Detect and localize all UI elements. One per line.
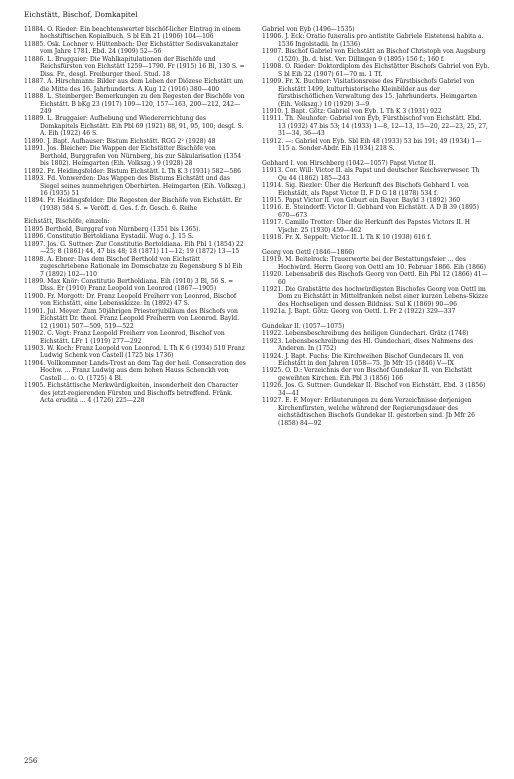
bib-entry: 11887. A. Hirschmann: Bilder aus dem Leben der Diözese Eichstätt um die Mitte des 16. Jahrhunderts. A Kug 12 (1916) 380—400 xyxy=(24,78,244,93)
subsection-heading: Gebhard I. von Hirschberg (1042—1057) Papst Victor II. xyxy=(262,159,436,167)
bib-entry: 11925. O. D.: Verzeichnis der von Bischof Gundekar II. von Eichstätt geweihten Kirchen. Eih Pbl 3 (1856) 166 xyxy=(262,367,473,382)
page-number: 256 xyxy=(24,757,38,765)
bib-entry: 11924. J. Bapt. Fuchs: Die Kirchweihen Bischof Gundecars II. von Eichstätt in den Jahren 1058—75. Jb Mfr 15 (1846) V—IX xyxy=(262,352,464,368)
bib-entry: 11885. Osk. Lochner v. Hüttenbach: Der Eichstätter Sedisvakanztaler vom Jahre 1781. Ebd. 24 (1909) 52—56 xyxy=(24,40,239,56)
bib-entry: 11922. Lebensbeschreibung des heiligen Gundechari. Grätz (1748) xyxy=(262,330,469,338)
bib-entry: 11901. Jul. Meyer: Zum 50jährigen Priesterjubiläum des Bischofs von Eichstätt Dr. theol. Franz Leopold Freiherrn von Leonrod. Bayld. 12 (1901) 507—509, 519—522 xyxy=(24,307,240,330)
bib-entry: 11908. O. Rieder: Doktordiplom des Eichstätter Bischofs Gabriel von Eyb. S bl Eih 22 (1907) 61—70 m. 1 Tf. xyxy=(262,63,490,78)
right-column xyxy=(262,26,490,427)
bib-entry: 11916. E. Steindorff: Victor II. Gebhard von Eichstätt. A D B 39 (1895) 670—673 xyxy=(262,204,480,219)
bib-entry: 11910. J. Bapt. Götz: Gabriel von Eyb. L Th K 3 (1931) 922 xyxy=(262,107,442,115)
subsection-heading: Georg von Oettl (1846—1866) xyxy=(262,248,355,256)
bib-entry: 11913. Cor. Will: Victor II. als Papst und deutscher Reichsverweser. Th Qu 44 (1862) 185—243 xyxy=(262,167,480,182)
bib-entry: 11892. Fr. Heidingsfelder: Bistum Eichstätt. L Th K 3 (1931) 582—586 xyxy=(24,167,241,175)
bib-entry: 11891. Jos. Bleicher: Die Wappen der Eichstätter Bischöfe von Berthold, Burggrafen von Nürnberg, bis zur Säkularisation (1354 bis 1802). Heimgarten (Eih. Volkszg.) 9 (1928) 28 xyxy=(24,145,242,168)
bib-entry: 11907. Bischof Gabriel von Eichstätt an Bischof Christoph von Augsburg (1520). Jb. d. hist. Ver. Dillingen 9 (1895) 156 f.; 160 f. xyxy=(262,48,486,63)
bib-entry: 11902. C. Vogt: Franz Leopold Freiherr von Leonrod, Bischof von Eichstätt. LFr 1 (1919) 277—292 xyxy=(24,330,225,345)
bib-entry: 11915. Papst Victor II. von Geburt ein Bayer. Bayld 3 (1892) 360 xyxy=(262,196,461,204)
bib-entry: 11923. Lebensbeschreibung des Hl. Gundechari, dises Nahmens des Anderen. In (1752) xyxy=(262,337,474,353)
subsection-heading: Gabriel von Eyb (1496—1535) xyxy=(262,26,355,33)
bib-entry: 11912. —: Gabriel von Eyb. Sbl Eih 48 (1933) 53 bis 191; 49 (1934) 1—115 a. Sonder-Abdr. Eih (1934) 218 S. xyxy=(262,137,482,153)
bib-entry: 11889. L. Bruggaier: Aufhebung und Wiedererrichtung des Domkapitels Eichstätt. Eih Pbl 69 (1921) 88, 91, 95, 100; desgl. S. A. Eih (1922) 46 S. xyxy=(24,115,244,138)
left-column xyxy=(24,26,246,405)
bib-entry: 11898. A. Ebner: Das dem Bischof Berthold von Eichstätt zugeschriebene Rationale im Domschatze zu Regensburg S bl Eih 7 (1892) 102—110 xyxy=(24,255,243,278)
subsection-heading: Gundekar II. (1057—1075) xyxy=(262,322,345,330)
bib-entry: 11890. J. Bapt. Aufhauser: Bistum Eichstätt. RGG 2² (1928) 48 xyxy=(24,137,216,145)
bib-entry: 11918. Fr. X. Seppelt: Victor II. L Th K 10 (1938) 616 f. xyxy=(262,234,432,242)
bib-entry: 11905. Eichstättische Merkwürdigkeiten, insonderheit den Character des jetzt-regierenden Fürsten und Bischoffs betreffend. Fränk. Acta erudita ... 4 (1726) 225—228 xyxy=(24,382,239,405)
section-heading: Eichstätt, Bischöfe, einzeln: xyxy=(24,218,110,226)
bib-entry: 11911. Th. Neuhofer: Gabriel von Eyb, Fürstbischof von Eichstätt. Ebd. 13 (1932) 47 bis 53; 14 (1933) 1—8, 12—13, 15—20, 22—23, 25, 27, 31—34, 36—43 xyxy=(262,115,488,138)
bib-entry: 11895 Berthold, Burggraf von Nürnberg (1351 bis 1365). xyxy=(24,225,201,233)
bib-entry: 11921a. J. Bapt. Götz: Georg von Oettl. L Fr 2 (1922) 329—337 xyxy=(262,308,456,316)
bib-entry: 11919. M. Beitelrock: Trauerworte bei der Bestattungsfeier ... des Hochwürd. Herrn Georg von Oettl am 10. Februar 1866. Eih (1866) xyxy=(262,256,487,271)
bib-entry: 11914. Sig. Riezler: Über die Herkunft des Bischofs Gebhard I. von Eichstädt, als Papst Victor II. F D G 18 (1878) 534 f. xyxy=(262,182,469,197)
bib-entry: 11903. W. Koch: Franz Leopold von Leonrod. L Th K 6 (1934) 510 Franz Ludwig Schenk von Castell (1725 bis 1736) xyxy=(24,345,245,360)
bib-entry: 11909. Fr. X. Buchner: Visitationsreise des Fürstbischofs Gabriel von Eichstätt 1499, kulturhistorische Kleinbilder aus der fürstbischöflichen Verwaltung des 15. Jahrhunderts. Heimgarten (Eih. Volkszg.) 10 (1929) 3—9 xyxy=(262,78,478,108)
bib-entry: 11886. L. Bruggaier: Die Wahlkapitulationen der Bischöfe und Reichsfürsten von Eichstätt 1259—1790. Fr (1915) 16 Bl, 130 S. = Diss. Fr., desgl. Freiburger theol. Stud. 18 xyxy=(24,55,245,78)
bib-entry: 11920. Lebensabriß des Bischofs Georg von Oettl. Eih Pbl 12 (1866) 41—60 xyxy=(262,271,488,286)
bib-entry: 11926. Jos. G. Suttner: Gundekar II. Bischof von Eichstätt. Ebd. 3 (1856) 34—41 xyxy=(262,382,486,397)
bib-entry: 11927. E. F. Moyer: Erläuterungen zu dem Verzeichnisse derjenigen Kirchenfürsten, welche während der Regierungsdauer des eichstädtischen Bischofs Gundekar II. gestorben sind. Jb Mfr 26 (1858) 84—92 xyxy=(262,397,475,427)
bib-entry: 11906. J. Eck: Oratio funeralis pro antistite Gabriele Eistetensi habita a. 1536 Ingolstadii. In (1536) xyxy=(262,33,484,48)
bib-entry: 11897. Jos. G. Suttner: Zur Constitutio Bertoldiana. Eih Pbl 1 (1854) 22—25; 8 (1861) 44, 47 bis 48; 18 (1871) 11—12; 19 (1872) 13—15 xyxy=(24,240,244,256)
bib-entry: 11900. Fr. Morgott: Dr. Franz Leopold Freiherr von Leonrod, Bischof von Eichstätt, eine Lebensskizze. In (1892) 47 S. xyxy=(24,292,237,308)
running-header: Eichstätt, Bischof, Domkapitel xyxy=(24,10,138,19)
bib-entry: 11899. Max Knör: Constitutio Bertholdiana. Eih (1910) 3 Bl, 56 S. = Diss. Er (1910) Franz Leopold von Leonrod (1867—1905) xyxy=(24,277,234,293)
bib-entry: 11896. Constitutio Bertoldiana Eystadii. Wug o. J. 15 S. xyxy=(24,233,194,241)
bib-entry: 11884. O. Rieder: Ein beachtenswerter bischöf-licher Eintrag in einem hochstiftischen Kopialbuch. S bl Eih 21 (1906) 104—106 xyxy=(24,26,241,41)
bib-entry: 11888. L. Steinberger: Bemerkungen zu den Regesten der Bischöfe von Eichstätt. B bKg 23 (1917) 109—120, 157—163, 200—212, 242—249 xyxy=(24,93,245,115)
bib-entry: 11893. Fd. Vonwerden: Das Wappen des Bistums Eichstätt und das Siegel seines nunmehrigen Oberhirten. Heimgarten (Eih. Volkszg.) 16 (1935) 51 xyxy=(24,175,246,197)
bib-entry: 11904. Vollkommner Lands-Trost an dem Tag der heil. Consecration des Hochw. ... Franz Ludwig aus dem hohen Hauss Schenckh von Castell ... o. O. (1725) 4 Bl. xyxy=(24,359,246,382)
bib-entry: 11917. Camillo Trotter: Über die Herkunft des Papstes Victors II. H Vjschr. 25 (1930) 459—462 xyxy=(262,219,471,234)
bib-entry: 11921. Die Grabstätte des hochwürdigsten Bischofes Georg von Oettl im Dom zu Eichstätt in Mittelfranken nebst einer kurzen Lebens-Skizze des Hochseligen und dessen Bildniss. Sul K (1869) 90—96 xyxy=(262,285,489,308)
bib-entry: 11894. Fr. Heidingsfelder: Die Regesten der Bischöfe von Eichstätt. Er (1938) 584 S. = Veröff. d. Ges. f. fr. Gesch. 6. Reihe xyxy=(24,197,242,212)
